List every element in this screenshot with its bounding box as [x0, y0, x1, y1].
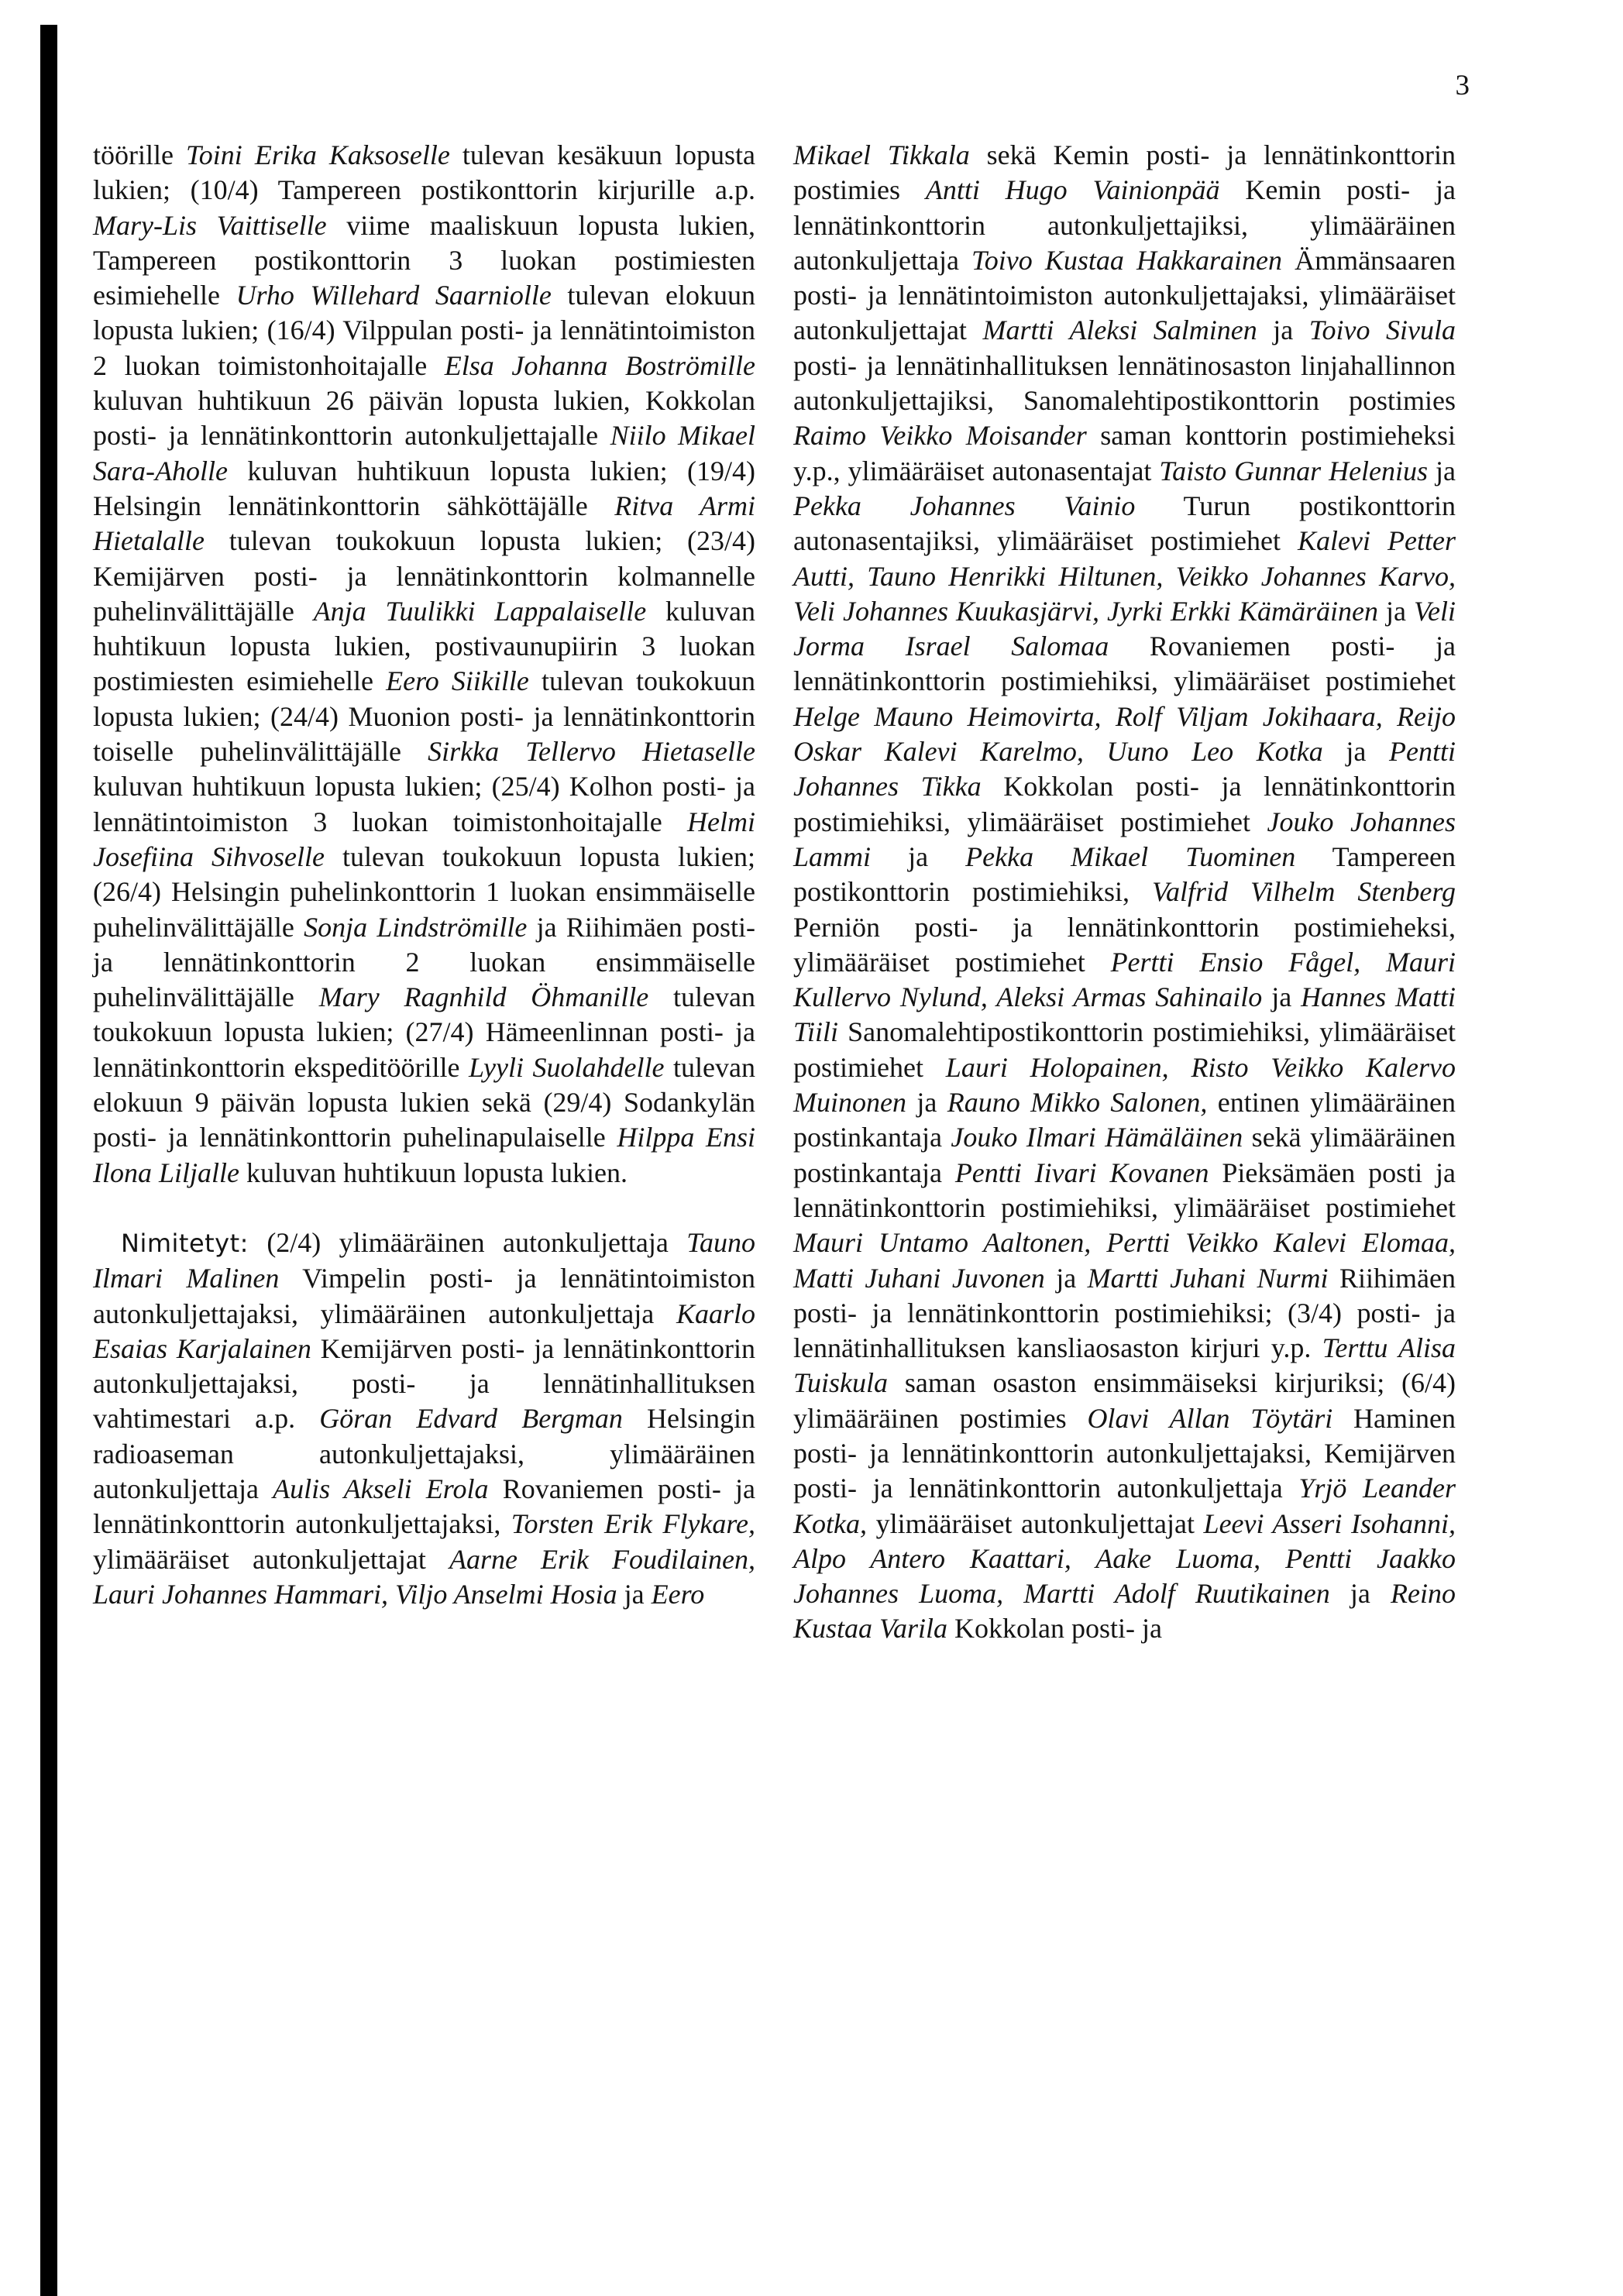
body-text: Rovaniemen posti- ja lennätinkonttorin autonkuljettajaksi, — [93, 1473, 756, 1540]
person-name: Pekka Mikael Tuominen — [965, 840, 1296, 872]
body-text: töörille — [93, 139, 187, 170]
person-name: Mary-Lis Vaittiselle — [93, 209, 327, 241]
person-name: Martti Aleksi Salminen — [982, 314, 1257, 346]
person-name: Sirkka Tellervo Hietaselle — [428, 736, 755, 768]
person-name: Taisto Gunnar Helenius — [1159, 455, 1429, 486]
body-text: Ämmänsaaren posti- ja lennätintoimiston autonkuljettajaksi, ylimääräiset autonkuljettajat — [793, 244, 1456, 346]
person-name: Rauno Mikko Salonen, — [947, 1087, 1208, 1119]
person-name: Valfrid Vilhelm Stenberg — [1152, 876, 1456, 908]
body-text: Perniön posti- ja lennätinkonttorin postimieheksi, ylimääräiset postimiehet — [793, 911, 1456, 978]
body-text: Tampereen postikonttorin postimiehiksi, — [793, 840, 1456, 908]
body-text: ylimääräiset autonkuljettajat — [93, 1543, 449, 1575]
body-text: (2/4) ylimääräinen autonkuljettaja — [248, 1226, 687, 1258]
person-name: Yrjö Leander Kotka, — [793, 1473, 1456, 1539]
person-name: Lyyli Suolahdelle — [469, 1051, 665, 1083]
body-text: viime maaliskuun lopusta lukien, Tampereen postikonttorin 3 luokan postimiesten esimiehelle — [93, 209, 755, 311]
scan-edge-bar — [40, 25, 57, 2296]
person-name: Mikael Tikkala — [793, 139, 970, 170]
body-text: ja — [906, 1087, 947, 1119]
body-text: kuluvan huhtikuun lopusta lukien; (19/4) Helsingin lennätinkonttorin sähköttäjälle — [93, 455, 755, 521]
person-name: Tauno Ilmari Malinen — [93, 1226, 755, 1294]
body-text: ja — [1044, 1262, 1088, 1294]
body-text: ja — [1377, 595, 1415, 627]
person-name: Urho Willehard Saarniolle — [236, 280, 552, 311]
body-text: kuluvan huhtikuun lopusta lukien, postivaunupiirin 3 luokan postimiesten esimiehelle — [93, 595, 755, 697]
person-name: Göran Edvard Bergman — [319, 1403, 623, 1435]
person-name: Torsten Erik Flykare, — [511, 1508, 755, 1540]
person-name: Mary Ragnhild Öhmanille — [318, 981, 649, 1013]
person-name: Eero Siikille — [386, 665, 529, 697]
person-name: Veli Jorma Israel Salomaa — [793, 595, 1456, 662]
body-text: Riihimäen posti- ja lennätinkonttorin postimiehiksi; (3/4) posti- ja lennätinhallituksen kansliaosaston kirjuri y.p. — [793, 1262, 1456, 1364]
body-text: Helsingin radioaseman autonkuljettajaksi, ylimääräinen autonkuljettaja — [93, 1403, 755, 1504]
body-text: kuluvan huhtikuun 26 päivän lopusta lukien, Kokkolan posti- ja lennätinkonttorin autonkuljettajalle — [93, 385, 755, 452]
body-text: ja — [617, 1578, 652, 1610]
person-name: Pekka Johannes Vainio — [793, 490, 1136, 521]
body-text: Turun postikonttorin autonasentajiksi, ylimääräiset postimiehet — [793, 490, 1456, 557]
body-text: ja — [1428, 455, 1456, 486]
body-text: ja — [1262, 981, 1301, 1013]
body-text: sekä Kemin posti- ja lennätinkonttorin postimies — [793, 139, 1456, 206]
body-text: sekä ylimääräinen postinkantaja — [793, 1122, 1456, 1188]
person-name: Kaarlo Esaias Karjalainen — [93, 1298, 755, 1364]
body-text: tulevan elokuun 9 päivän lopusta lukien sekä (29/4) Sodankylän posti- ja lennätinkonttorin puhelinapulaiselle — [93, 1051, 755, 1153]
person-name: Anja Tuulikki Lappalaiselle — [313, 595, 647, 627]
person-name: Mauri Untamo Aaltonen, Pertti Veikko Kalevi Elomaa, Matti Juhani Juvonen — [793, 1227, 1456, 1294]
left-paragraph-2 — [93, 1225, 755, 1612]
person-name: Toivo Kustaa Hakkarainen — [971, 244, 1282, 276]
body-text: ylimääräiset autonkuljettajat — [867, 1507, 1204, 1539]
body-text: tulevan kesäkuun lopusta lukien; (10/4) Tampereen postikonttorin kirjurille a.p. — [93, 139, 755, 206]
person-name: Raimo Veikko Moisander — [793, 420, 1087, 452]
body-text: tulevan elokuun lopusta lukien; (16/4) Vilppulan posti- ja lennätintoimiston 2 luokan toimistonhoitajalle — [93, 280, 755, 381]
person-name: Lauri Holopainen, Risto Veikko Kalervo Muinonen — [793, 1051, 1456, 1119]
person-name: Eero — [651, 1578, 705, 1610]
right-column — [793, 138, 1456, 1647]
body-text: kuluvan huhtikuun lopusta lukien; (25/4) Kolhon posti- ja lennätintoimiston 3 luokan toimistonhoitajalle — [93, 771, 755, 837]
person-name: Aarne Erik Foudilainen, Lauri Johannes Hammari, Viljo Anselmi Hosia — [93, 1543, 755, 1610]
person-name: Hannes Matti Tiili — [793, 981, 1456, 1048]
body-text: kuluvan huhtikuun lopusta lukien. — [239, 1157, 628, 1188]
body-text: Rovaniemen posti- ja lennätinkonttorin postimiehiksi, ylimääräiset postimiehet — [793, 631, 1456, 697]
person-name: Sonja Lindströmille — [304, 911, 528, 943]
body-text: Kokkolan posti- ja — [947, 1613, 1163, 1645]
body-text: saman osaston ensimmäiseksi kirjuriksi; (6/4) ylimääräinen postimies — [793, 1367, 1456, 1434]
body-text: Kemijärven posti- ja lennätinkonttorin autonkuljettajaksi, posti- ja lennätinhallituksen vahtimestari a.p. — [93, 1332, 755, 1435]
body-text: Kokkolan posti- ja lennätinkonttorin postimiehiksi, ylimääräiset postimiehet — [793, 771, 1456, 837]
body-text: saman konttorin postimieheksi y.p., ylimääräiset autonasentajat — [793, 420, 1456, 486]
body-text: tulevan toukokuun lopusta lukien; (23/4) Kemijärven posti- ja lennätinkonttorin kolmannelle puhelinvälittäjälle — [93, 525, 755, 627]
person-name: Toivo Sivula — [1308, 314, 1456, 346]
body-text: Sanomalehtipostikonttorin postimiehiksi, ylimääräiset postimiehet — [793, 1016, 1456, 1083]
person-name: Helmi Josefiina Sihvoselle — [93, 806, 755, 872]
right-paragraph-1 — [793, 138, 1456, 1647]
person-name: Pentti Johannes Tikka — [793, 736, 1456, 803]
person-name: Terttu Alisa Tuiskula — [793, 1332, 1456, 1399]
person-name: Toini Erika Kaksoselle — [186, 139, 450, 170]
person-name: Aulis Akseli Erola — [273, 1473, 489, 1504]
left-column — [93, 138, 755, 1612]
person-name: Jouko Johannes Lammi — [793, 806, 1456, 872]
person-name: Niilo Mikael Sara-Aholle — [93, 420, 755, 486]
person-name: Olavi Allan Töytäri — [1087, 1402, 1333, 1434]
body-text: Kemin posti- ja lennätinkonttorin autonkuljettajiksi, ylimääräinen autonkuljettaja — [793, 174, 1456, 276]
body-text: posti- ja lennätinhallituksen lennätinosaston linjahallinnon autonkuljettajiksi, Sanomalehtipostikonttorin postimies — [793, 349, 1456, 417]
person-name: Reino Kustaa Varila — [793, 1578, 1456, 1645]
body-text: Vimpelin posti- ja lennätintoimiston autonkuljettajaksi, ylimääräinen autonkuljettaja — [93, 1263, 755, 1329]
page-number: 3 — [1455, 70, 1470, 101]
person-name: Jouko Ilmari Hämäläinen — [951, 1122, 1243, 1153]
person-name: Helge Mauno Heimovirta, Rolf Viljam Jokihaara, Reijo Oskar Kalevi Karelmo, Uuno Leo Kotka — [793, 700, 1456, 768]
person-name: Elsa Johanna Boströmille — [444, 349, 755, 381]
body-text: ja — [871, 840, 966, 872]
person-name: Kalevi Petter Autti, Tauno Henrikki Hiltunen, Veikko Johannes Karvo, Veli Johannes Kuukasjärvi, Jyrki Erkki Kämäräinen — [793, 525, 1456, 627]
person-name: Hilppa Ensi Ilona Liljalle — [93, 1122, 755, 1188]
body-text: tulevan toukokuun lopusta lukien; (24/4) Muonion posti- ja lennätinkonttorin toiselle puhelinvälittäjälle — [93, 665, 756, 768]
body-text: Pieksämäen posti ja lennätinkonttorin postimiehiksi, ylimääräiset postimiehet — [793, 1157, 1456, 1223]
person-name: Leevi Asseri Isohanni, Alpo Antero Kaattari, Aake Luoma, Pentti Jaakko Johannes Luoma, Martti Adolf Ruutikainen — [793, 1507, 1456, 1610]
body-text: tulevan toukokuun lopusta lukien; (27/4) Hämeenlinnan posti- ja lennätinkonttorin ekspeditöörille — [93, 981, 755, 1083]
person-name: Pertti Ensio Fågel, Mauri Kullervo Nylund, Aleksi Armas Sahinailo — [793, 946, 1456, 1013]
body-text: ja Riihimäen posti- ja lennätinkonttorin 2 luokan ensimmäiselle puhelinvälittäjälle — [93, 911, 755, 1013]
body-text: Haminen posti- ja lennätinkonttorin autonkuljettajaksi, Kemijärven posti- ja lennätinkonttorin autonkuljettaja — [793, 1402, 1456, 1504]
person-name: Antti Hugo Vainionpää — [925, 174, 1220, 206]
body-text: tulevan toukokuun lopusta lukien; (26/4) Helsingin puhelinkonttorin 1 luokan ensimmäiselle puhelinvälittäjälle — [93, 840, 755, 943]
person-name: Pentti Iivari Kovanen — [954, 1157, 1209, 1188]
person-name: Martti Juhani Nurmi — [1087, 1262, 1329, 1294]
body-text: ja — [1329, 1578, 1391, 1610]
body-text: ja — [1322, 736, 1390, 768]
body-text: entinen ylimääräinen postinkantaja — [793, 1087, 1456, 1153]
body-text: ja — [1257, 314, 1309, 346]
person-name: Ritva Armi Hietalalle — [93, 490, 755, 557]
section-heading: Nimitetyt: — [121, 1228, 249, 1258]
left-paragraph-1 — [93, 138, 755, 1191]
